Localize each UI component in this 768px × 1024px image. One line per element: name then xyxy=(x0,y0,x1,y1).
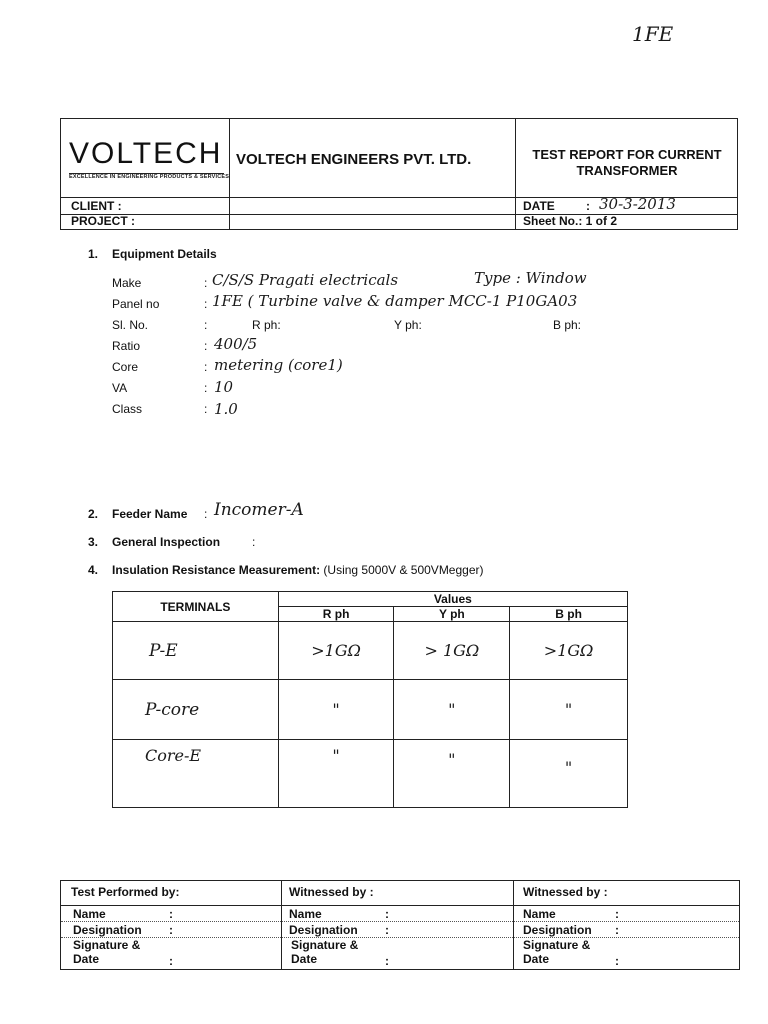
name-label-2: Name xyxy=(289,907,322,921)
terminal-cell: P-core xyxy=(113,680,279,740)
feeder-colon: : xyxy=(204,507,208,521)
sheet-number: Sheet No.: 1 of 2 xyxy=(523,214,618,228)
company-logo xyxy=(69,137,229,180)
logo-wordmark: VOLTECH xyxy=(69,137,223,170)
ct-type-value: Type : Window xyxy=(474,269,587,287)
make-colon: : xyxy=(204,276,208,290)
inspection-label: General Inspection xyxy=(112,535,221,549)
designation-colon-1: : xyxy=(169,923,173,937)
core-value: metering (core1) xyxy=(214,356,343,374)
report-header xyxy=(60,118,738,230)
equipment-heading-text: Equipment Details xyxy=(112,247,217,261)
make-label: Make xyxy=(112,276,142,290)
equipment-heading xyxy=(88,247,217,261)
slno-label: Sl. No. xyxy=(112,318,149,332)
inspection-heading xyxy=(88,535,220,549)
report-title: TEST REPORT FOR CURRENT TRANSFORMER xyxy=(532,147,722,178)
class-colon: : xyxy=(204,402,208,416)
bph-label: B ph: xyxy=(553,318,582,332)
date-colon-1: : xyxy=(169,954,173,968)
date-label-2: Date xyxy=(291,952,318,966)
witnessed-by-label-2: Witnessed by : xyxy=(523,885,608,899)
project-label: PROJECT : xyxy=(71,214,136,228)
insulation-label: Insulation Resistance Measurement: xyxy=(112,563,321,577)
corner-handwritten-note: 1FE xyxy=(632,22,674,46)
yph-cell: > 1GΩ xyxy=(394,622,510,680)
col-yph: Y ph xyxy=(394,607,510,622)
ratio-value: 400/5 xyxy=(214,335,258,353)
bph-cell: " xyxy=(510,740,628,808)
date-value: 30-3-2013 xyxy=(599,195,676,213)
values-header: Values xyxy=(278,592,627,607)
panel-label: Panel no xyxy=(112,297,160,311)
witnessed-by-label-1: Witnessed by : xyxy=(289,885,374,899)
yph-label: Y ph: xyxy=(394,318,422,332)
insulation-note: (Using 5000V & 500VMegger) xyxy=(323,563,484,577)
equipment-heading-num: 1. xyxy=(88,247,99,261)
signature-label-2: Signature & xyxy=(291,938,359,952)
va-colon: : xyxy=(204,381,208,395)
class-value: 1.0 xyxy=(214,400,238,418)
name-label-1: Name xyxy=(73,907,106,921)
yph-cell: " xyxy=(394,680,510,740)
performed-by-label: Test Performed by: xyxy=(71,885,180,899)
date-label-1: Date xyxy=(73,952,100,966)
terminal-cell: Core-E xyxy=(113,740,279,808)
company-name: VOLTECH ENGINEERS PVT. LTD. xyxy=(236,151,472,168)
slno-colon: : xyxy=(204,318,208,332)
table-row xyxy=(113,622,628,680)
bph-cell: >1GΩ xyxy=(510,622,628,680)
core-label: Core xyxy=(112,360,139,374)
make-value: C/S/S Pragati electricals xyxy=(212,271,399,289)
table-row xyxy=(113,680,628,740)
inspection-colon: : xyxy=(252,535,256,549)
feeder-heading xyxy=(88,507,187,521)
terminal-cell: P-E xyxy=(113,622,279,680)
feeder-num: 2. xyxy=(88,507,99,521)
ratio-label: Ratio xyxy=(112,339,141,353)
core-colon: : xyxy=(204,360,208,374)
insulation-num: 4. xyxy=(88,563,99,577)
signature-block xyxy=(60,880,740,970)
ir-header-row xyxy=(113,592,628,607)
designation-colon-2: : xyxy=(385,923,389,937)
rph-cell: >1GΩ xyxy=(278,622,394,680)
insulation-table xyxy=(112,591,628,808)
client-label: CLIENT : xyxy=(71,199,122,213)
feeder-label: Feeder Name xyxy=(112,507,188,521)
yph-cell: " xyxy=(394,740,510,808)
name-colon-3: : xyxy=(615,907,619,921)
rph-cell: " xyxy=(278,740,394,808)
signature-label-3: Signature & xyxy=(523,938,591,952)
panel-colon: : xyxy=(204,297,208,311)
panel-value: 1FE ( Turbine valve & damper MCC-1 P10GA03 xyxy=(212,292,578,310)
table-row xyxy=(113,740,628,808)
logo-tagline: EXCELLENCE IN ENGINEERING PRODUCTS & SERVICES xyxy=(69,174,230,180)
inspection-num: 3. xyxy=(88,535,99,549)
ratio-colon: : xyxy=(204,339,208,353)
name-label-3: Name xyxy=(523,907,556,921)
col-bph: B ph xyxy=(510,607,628,622)
va-label: VA xyxy=(112,381,128,395)
class-label: Class xyxy=(112,402,143,416)
designation-label-1: Designation xyxy=(73,923,142,937)
bph-cell: " xyxy=(510,680,628,740)
insulation-heading xyxy=(88,563,484,577)
signature-label-1: Signature & xyxy=(73,938,141,952)
date-colon-3: : xyxy=(615,954,619,968)
terminals-header: TERMINALS xyxy=(113,592,279,622)
date-label-3: Date xyxy=(523,952,550,966)
col-rph: R ph xyxy=(278,607,394,622)
date-label: DATE xyxy=(523,199,555,213)
name-colon-1: : xyxy=(169,907,173,921)
date-colon-2: : xyxy=(385,954,389,968)
date-colon: : xyxy=(586,199,590,213)
rph-label: R ph: xyxy=(252,318,281,332)
va-value: 10 xyxy=(214,378,234,396)
designation-label-3: Designation xyxy=(523,923,592,937)
designation-label-2: Designation xyxy=(289,923,358,937)
feeder-value: Incomer-A xyxy=(214,500,304,520)
name-colon-2: : xyxy=(385,907,389,921)
rph-cell: " xyxy=(278,680,394,740)
designation-colon-3: : xyxy=(615,923,619,937)
